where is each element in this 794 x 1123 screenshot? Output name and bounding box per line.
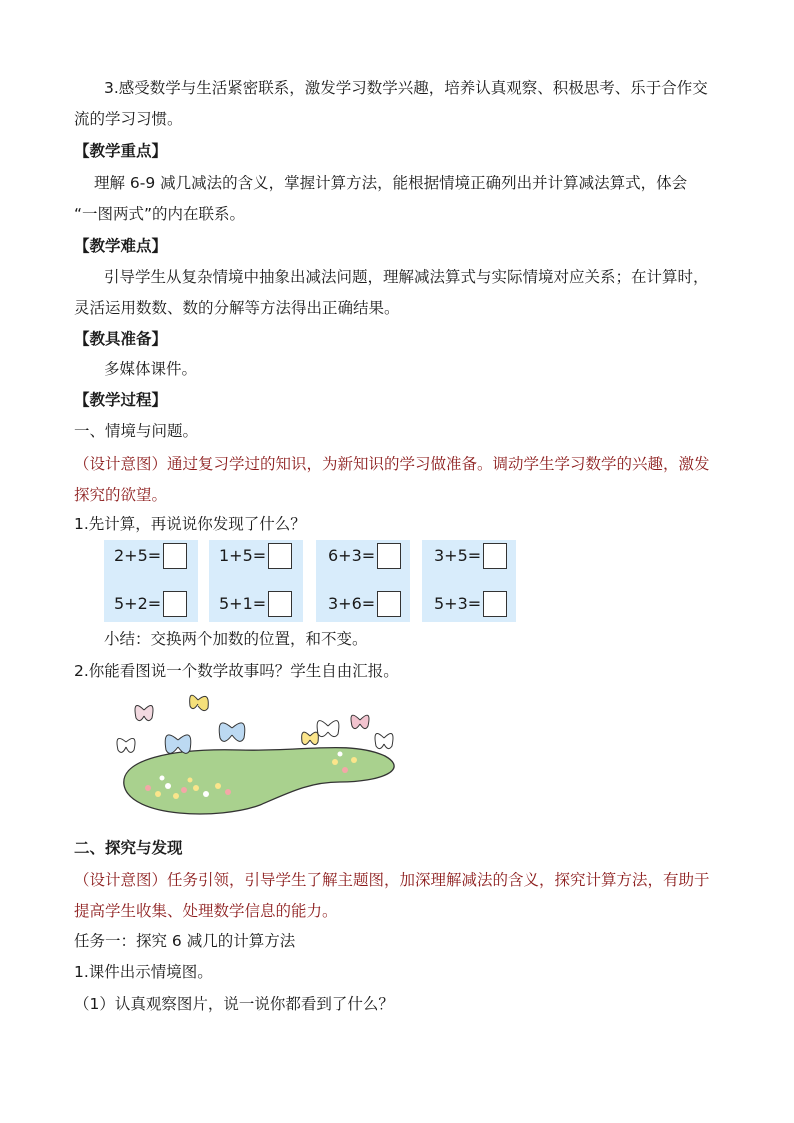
equation-top: 6+3= xyxy=(328,546,376,565)
section-1-title: 一、情境与问题。 xyxy=(74,422,199,440)
difficulty-line-1: 引导学生从复杂情境中抽象出减法问题，理解减法算式与实际情境对应关系；在计算时， xyxy=(104,268,709,286)
task-1: 任务一：探究 6 减几的计算方法 xyxy=(74,932,296,950)
answer-box[interactable] xyxy=(163,591,187,617)
tools-text: 多媒体课件。 xyxy=(104,360,198,378)
goal-3-line-1: 3.感受数学与生活紧密联系，激发学习数学兴趣，培养认真观察、积极思考、乐于合作交 xyxy=(104,79,708,97)
question-1: 1.先计算，再说说你发现了什么？ xyxy=(74,515,306,533)
answer-box[interactable] xyxy=(483,591,507,617)
equation-top: 1+5= xyxy=(219,546,267,565)
tools-heading: 【教具准备】 xyxy=(74,330,168,348)
answer-box[interactable] xyxy=(377,543,401,569)
equation-bottom: 3+6= xyxy=(328,594,376,613)
difficulty-line-2: 灵活运用数数、数的分解等方法得出正确结果。 xyxy=(74,299,400,317)
task-1-step-2: （1）认真观察图片，说一说你都看到了什么？ xyxy=(74,995,394,1013)
equation-group-2 xyxy=(209,540,303,622)
answer-box[interactable] xyxy=(268,591,292,617)
equation-group-3 xyxy=(316,540,410,622)
intent-2-line-2: 提高学生收集、处理数学信息的能力。 xyxy=(74,902,338,920)
process-heading: 【教学过程】 xyxy=(74,391,168,409)
answer-box[interactable] xyxy=(377,591,401,617)
equation-top: 2+5= xyxy=(114,546,162,565)
answer-box[interactable] xyxy=(483,543,507,569)
intent-1-line-1: （设计意图）通过复习学过的知识，为新知识的学习做准备。调动学生学习数学的兴趣，激发 xyxy=(74,455,710,473)
question-2: 2.你能看图说一个数学故事吗？学生自由汇报。 xyxy=(74,662,399,680)
keypoint-line-2: “一图两式”的内在联系。 xyxy=(74,205,246,223)
section-2-title: 二、探究与发现 xyxy=(74,839,183,857)
keypoint-line-1: 理解 6-9 减几减法的含义，掌握计算方法，能根据情境正确列出并计算减法算式，体会 xyxy=(94,174,688,192)
equation-bottom: 5+2= xyxy=(114,594,162,613)
answer-box[interactable] xyxy=(163,543,187,569)
difficulty-heading: 【教学难点】 xyxy=(74,237,168,255)
intent-1-line-2: 探究的欲望。 xyxy=(74,486,168,504)
summary: 小结：交换两个加数的位置，和不变。 xyxy=(104,630,368,648)
task-1-step-1: 1.课件出示情境图。 xyxy=(74,963,213,981)
equation-bottom: 5+1= xyxy=(219,594,267,613)
butterflies-on-grass-icon xyxy=(110,690,410,820)
keypoint-heading: 【教学重点】 xyxy=(74,142,168,160)
equation-group-4 xyxy=(422,540,516,622)
answer-box[interactable] xyxy=(268,543,292,569)
equation-top: 3+5= xyxy=(434,546,482,565)
equation-bottom: 5+3= xyxy=(434,594,482,613)
equation-group-1 xyxy=(104,540,198,622)
intent-2-line-1: （设计意图）任务引领，引导学生了解主题图，加深理解减法的含义，探究计算方法，有助于 xyxy=(74,871,710,889)
goal-3-line-2: 流的学习习惯。 xyxy=(74,110,183,128)
